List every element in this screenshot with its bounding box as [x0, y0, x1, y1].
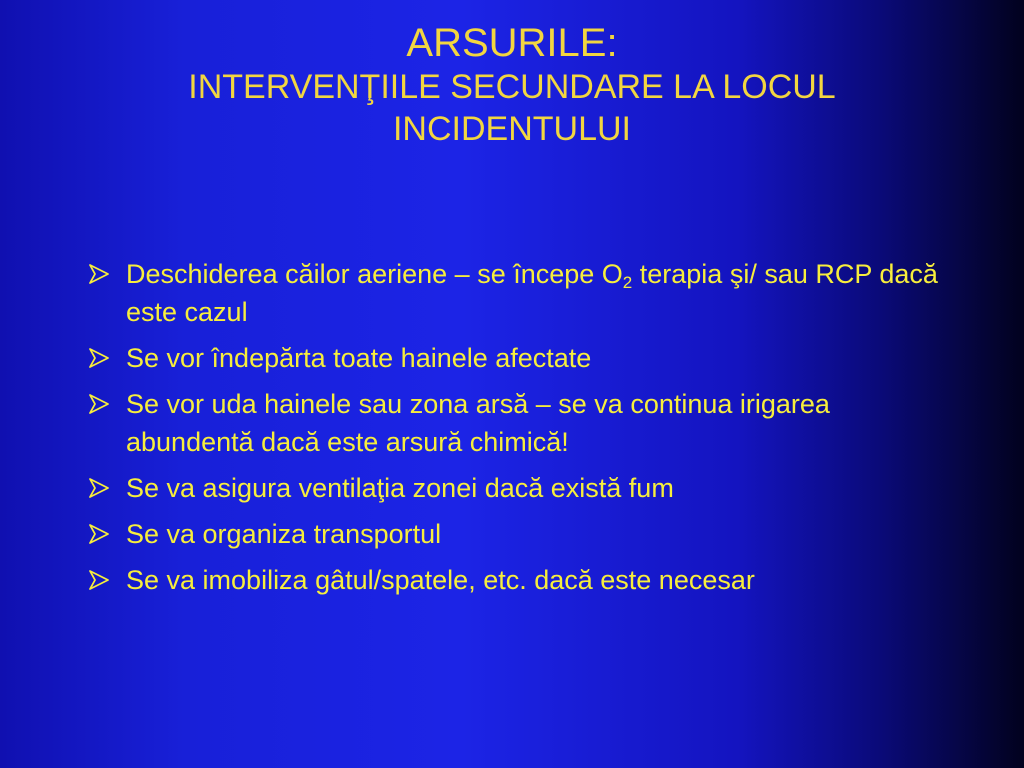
bullet-text-1a: Deschiderea căilor aeriene – se începe O [126, 259, 623, 289]
bullet-text-1-subscript: 2 [622, 273, 633, 292]
bullet-item-airway [88, 255, 948, 331]
arrowhead-bullet-icon [88, 570, 110, 590]
slide-title [0, 20, 1024, 150]
bullet-list [88, 255, 948, 607]
bullet-text-4: Se va asigura ventilaţia zonei dacă există fum [126, 473, 674, 503]
bullet-text-2: Se vor îndepărta toate hainele afectate [126, 343, 592, 373]
arrowhead-bullet-icon [88, 394, 110, 414]
bullet-text-3: Se vor uda hainele sau zona arsă – se va continua irigarea abundentă dacă este arsură chimică! [126, 389, 830, 457]
arrowhead-bullet-icon [88, 348, 110, 368]
title-line-2: INTERVENŢIILE SECUNDARE LA LOCUL INCIDENTULUI [188, 68, 836, 148]
bullet-item-transport [88, 515, 948, 553]
bullet-text-1b: terapia şi/ sau RCP dacă este cazul [126, 259, 938, 327]
arrowhead-bullet-icon [88, 524, 110, 544]
title-line-1: ARSURILE: [406, 21, 618, 65]
bullet-text-5: Se va organiza transportul [126, 519, 442, 549]
arrowhead-bullet-icon [88, 478, 110, 498]
bullet-item-immobilize [88, 561, 948, 599]
bullet-item-wet-area [88, 385, 948, 461]
bullet-item-ventilation [88, 469, 948, 507]
arrowhead-bullet-icon [88, 264, 110, 284]
bullet-text-6: Se va imobiliza gâtul/spatele, etc. dacă este necesar [126, 565, 755, 595]
bullet-item-remove-clothes [88, 339, 948, 377]
